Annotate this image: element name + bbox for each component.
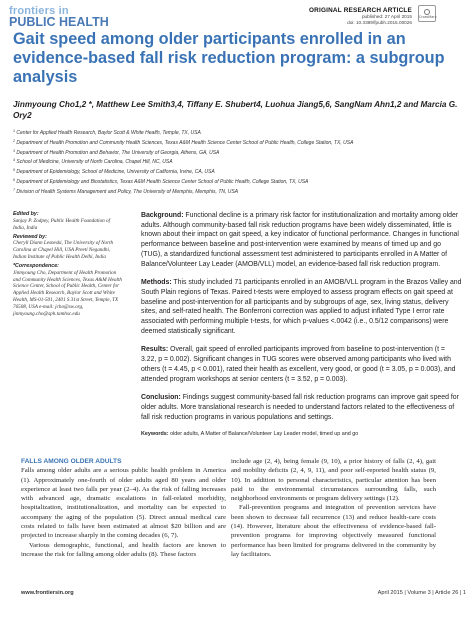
keywords: Keywords: older adults, A Matter of Balance/Volunteer Lay Leader model, timed up and go xyxy=(141,431,359,438)
abstract-results: Results: Overall, gait speed of enrolled participants improved from baseline to post-intervention (t = 3.22, p = 0.002). Significant changes in TUG scores were observed among participants who lived with others (t = 4.45, p < 0.001), rated their health as excellent, very good, or good (t = 3.05, p = 0.003), and attended program workshops at senior centers (t = 3.52, p = 0.003). xyxy=(141,346,456,383)
body-paragraph: Falls among older adults are a serious public health problem in America (1). Approximately one-fourth of older adults aged 80 years and older experience at least two falls per year (2–4). As the risk of falling increases with advanced age, dramatic escalations in fall-related morbidity, hospitalization, institutionalization, and mortality can be expected to accompany the aging of the population (5). Direct annual medical care costs related to falls have been estimated at almost $20 billion and are projected to increase sharply in the coming decades (6, 7). xyxy=(21,467,226,540)
body-paragraph: Various demographic, functional, and health factors are known to increase the risk for falling among older adults (8). These factors xyxy=(21,541,226,558)
crossmark-label: CrossMark xyxy=(419,15,437,19)
crossmark-badge[interactable] xyxy=(418,5,436,22)
affiliation: $^2$ Department of Health Promotion and Community Health Sciences, Texas A&M Health Science Center School of Public Health, College Station, TX, USA xyxy=(13,138,354,146)
correspondence-text: Jinmyoung Cho, Department of Health Promotion and Community Health Sciences, Texas A&M Health Science Center, School of Public Health, Center for Applied Health Research, Baylor Scott and White Health, MS-01-501, 2401 S 31st Street, Temple, TX 76508, USA e-mail: jcho@sw.org, jinmyoung.cho@sph.tamhsc.edu xyxy=(13,269,122,317)
article-title: Gait speed among older participants enrolled in an evidence-based fall risk reduction program: a subgroup analysis xyxy=(13,30,445,86)
affiliation: $^5$ Department of Epidemiology, School of Medicine, University of California, Irvine, CA, USA xyxy=(13,168,215,175)
brand-line-2: PUBLIC HEALTH xyxy=(9,15,109,29)
affiliation: $^6$ Department of Epidemiology and Biostatistics, Texas A&M Health Science Center School of Public Health, College Station, TX, USA xyxy=(13,177,309,185)
footer-issue-info: April 2015 | Volume 3 | Article 26 | 1 xyxy=(377,590,466,596)
reviewed-by-label: Reviewed by: xyxy=(13,233,47,240)
body-paragraph: Fall-prevention programs and integration of prevention services have been shown to decrease fall recurrence (13) and reduce health-care costs (14). However, literature about the effectiveness of evidence-based fall-prevention programs for improving objectively measured functional performance has been limited for programs delivered in the community by lay facilitators. xyxy=(231,504,436,558)
reviewed-by-text: Cheryll Diann Lesneski, The University of North Carolina at Chapel Hill, USA Preeti Negandhi, Indian Institute of Public Health Delhi, India xyxy=(13,240,114,261)
article-type: ORIGINAL RESEARCH ARTICLE xyxy=(309,7,412,14)
affiliation: $^1$ Center for Applied Health Research, Baylor Scott & White Health, Temple, TX, USA xyxy=(13,129,201,136)
affiliation: $^3$ Department of Health Promotion and Behavior, The University of Georgia, Athens, GA, USA xyxy=(13,148,220,156)
body-paragraph: include age (2, 4), being female (9, 10), a prior history of falls (2, 4), gait and mobility deficits (2, 4, 9, 11), and poor self-reported health status (9, 10). In addition to personal characteristics, particular attention has been paid to the environmental circumstances surrounding falls, such neighborhood environments or program delivery settings (12). xyxy=(231,458,436,503)
body-column-right xyxy=(231,457,436,559)
published-date: published: 27 April 2015 xyxy=(361,14,412,19)
abstract xyxy=(141,211,462,438)
brand-line-1: frontiers in xyxy=(9,5,69,17)
editorial-sidebar xyxy=(13,211,123,320)
footer-site-link[interactable]: www.frontiersin.org xyxy=(21,590,74,596)
edited-by-label: Edited by: xyxy=(13,211,39,217)
doi[interactable]: doi: 10.3389/fpubh.2015.00026 xyxy=(347,20,412,26)
journal-brand[interactable] xyxy=(9,6,109,29)
author-list: Jinmyoung Cho1,2 *, Matthew Lee Smith3,4, Tiffany E. Shubert4, Luohua Jiang5,6, SangNam Ahn1,2 and Marcia G. Ory2 xyxy=(13,100,458,120)
abstract-background: Background: Functional decline is a primary risk factor for institutionalization and mortality among older adults. Although community-based fall risk reduction programs have been widely disseminated, little is known about their impact on gait speed, a key indicator of functional performance. Changes in functional performance between baseline and post-intervention were examined by means of timed up and go (TUG), a standardized functional assessment test administered to participants enrolled in A Matter of Balance/Volunteer Lay Leader (AMOB/VLL) model, an evidence-based fall risk reduction program. xyxy=(141,212,459,268)
abstract-methods: Methods: This study included 71 participants enrolled in an AMOB/VLL program in the Brazos Valley and South Plain regions of Texas. Paired t-tests were employed to assess program effects on gait speed at baseline and post-intervention for all participants and by subgroups of age, sex, living status, delivery sites, and self-rated health. The Bonferroni correction was applied to adjust inflated Type I error rate associated with performing multiple t-tests, for which p-values <.0042 (i.e., 0.5/12 comparisons) were deemed statistically significant. xyxy=(141,279,462,335)
section-heading: FALLS AMONG OLDER ADULTS xyxy=(21,458,122,465)
page-footer xyxy=(21,590,466,600)
body-column-left xyxy=(21,457,226,559)
abstract-conclusion: Conclusion: Findings suggest community-based fall risk reduction programs can improve gait speed for older adults. More translational research is needed to understand factors related to the effectiveness of fall risk reduction programs in various populations and settings. xyxy=(141,394,459,421)
affiliation-list xyxy=(13,128,463,196)
edited-by-text: Sanjay P. Zodpey, Public Health Foundation of India, India xyxy=(13,217,110,231)
article-meta xyxy=(300,7,412,26)
affiliation: $^7$ Division of Health Systems Management and Policy, The University of Memphis, Memphis, TN, USA xyxy=(13,187,239,195)
correspondence-label: *Correspondence: xyxy=(13,262,59,269)
affiliation: $^4$ School of Medicine, University of North Carolina, Chapel Hill, NC, USA xyxy=(13,158,173,166)
